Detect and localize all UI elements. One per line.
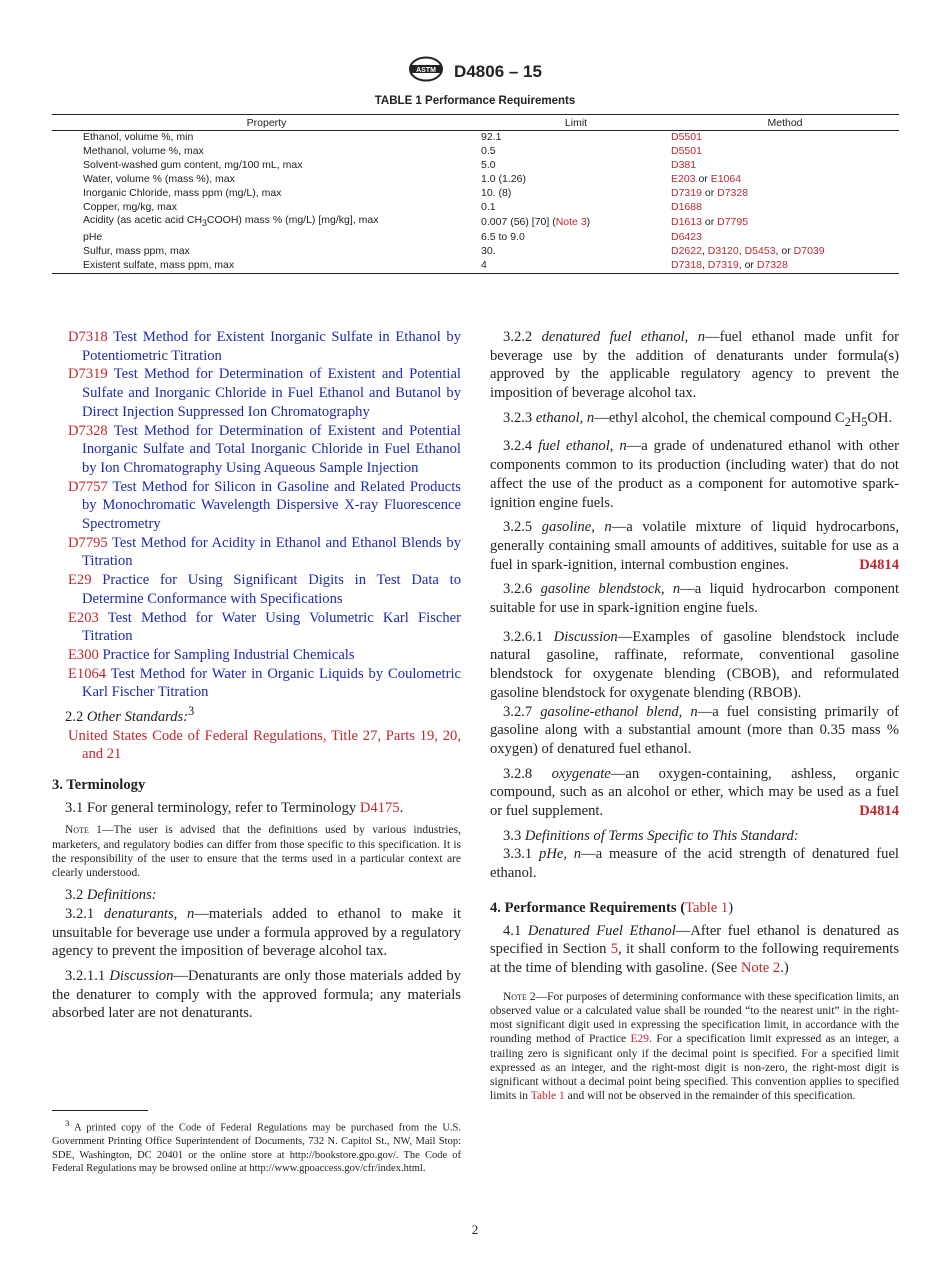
paragraph-text: 3.1 For general terminology, refer to Terminology: [65, 799, 360, 816]
term: gasoline, n: [541, 519, 612, 536]
method-link[interactable]: D7328: [717, 186, 749, 199]
table-row: [52, 145, 899, 159]
reference-title[interactable]: Test Method for Determination of Existent and Potential Inorganic Sulfate and Total Inorganic Chloride in Fuel Ethanol by Ion Chromatography Using Aqueous Sample Injection: [82, 422, 461, 476]
section-number: 3.2.6: [503, 581, 541, 598]
reference-title[interactable]: Practice for Using Significant Digits in Test Data to Determine Conformance with Specifications: [82, 572, 461, 607]
cell-limit: [481, 214, 671, 231]
footnote-divider: [52, 1110, 148, 1111]
paragraph-text: .): [780, 960, 789, 976]
term: ethanol, n: [535, 409, 595, 426]
section-title: Other Standards:: [86, 708, 189, 725]
reference-item[interactable]: [52, 646, 461, 665]
paragraph-3-2-3: [490, 409, 899, 432]
definition-text: —fuel ethanol made unfit for beverage use by the addition of denaturants under formula(s) approved by the applicable regulatory agency to prevent the imposition of beverage alcohol tax.: [490, 329, 900, 402]
term: Denatured Fuel Ethanol: [527, 922, 676, 939]
section-number: 3.2.6.1: [503, 628, 554, 645]
method-separator: ,: [701, 259, 708, 272]
page-number: 2: [471, 1222, 479, 1237]
cell-property: Copper, mg/kg, max: [83, 200, 177, 213]
cell-limit: 0.1: [481, 200, 496, 213]
note-text: and will not be observed in the remainder of this specification.: [564, 1090, 856, 1103]
method-separator: , or: [775, 245, 794, 258]
term: gasoline-ethanol blend, n: [540, 703, 698, 720]
heading-text: 4. Performance Requirements (: [490, 899, 686, 916]
other-standards-heading: [52, 702, 461, 727]
paragraph-4-1: [490, 922, 899, 978]
cell-method: [671, 245, 899, 259]
note-label: Note 2: [503, 990, 536, 1003]
section-number: 3.2.5: [503, 519, 542, 536]
method-link[interactable]: E1064: [710, 172, 742, 185]
note-2-link[interactable]: Note 2: [740, 960, 781, 976]
paragraph-3-2-1: [52, 905, 461, 961]
term: pHe, n: [539, 846, 582, 863]
method-link[interactable]: D7319: [671, 186, 702, 199]
terminology-heading: 3. Terminology: [52, 777, 146, 794]
method-link[interactable]: D6423: [671, 231, 702, 244]
cell-property: [52, 214, 481, 231]
cell-property: Ethanol, volume %, min: [83, 131, 194, 143]
paragraph-text: , it shall conform to the following requirements at the time of blending with gasoline. (See: [490, 941, 899, 976]
property-text: COOH) mass % (mg/L) [mg/kg], max: [206, 214, 379, 227]
reference-item[interactable]: [52, 478, 461, 534]
cell-property: Inorganic Chloride, mass ppm (mg/L), max: [83, 186, 282, 199]
paragraph-text: .: [399, 799, 404, 816]
table-row: [52, 173, 899, 187]
paragraph-text: —After fuel ethanol is denatured as specified in Section: [490, 922, 900, 958]
table-row: [52, 245, 899, 259]
reference-code[interactable]: D7795: [68, 534, 108, 551]
definition-text: —an oxygen-containing, ashless, organic compound, such as an alcohol or ether, which may be used as a fuel or fuel supplement.: [490, 765, 899, 820]
cell-method: [671, 201, 899, 215]
section-title: Definitions of Terms Specific to This Standard:: [524, 827, 799, 844]
d4814-link[interactable]: D4814: [859, 556, 899, 573]
term: fuel ethanol, n: [538, 438, 627, 455]
term: Discussion: [553, 628, 618, 645]
section-number: 4.1: [503, 922, 528, 939]
reference-title[interactable]: Test Method for Acidity in Ethanol and Ethanol Blends by Titration: [82, 534, 461, 570]
cell-method: [671, 231, 899, 245]
reference-item[interactable]: [52, 328, 461, 365]
term: denatured fuel ethanol, n: [541, 329, 706, 345]
cell-limit: 0.5: [481, 144, 496, 157]
page-header: [0, 56, 950, 87]
reference-item[interactable]: [52, 365, 461, 421]
reference-code[interactable]: D7318: [68, 329, 108, 345]
definition-text: —materials added to ethanol to make it unsuitable for beverage use under a formula approved by a regulatory agency to prevent the imposition of beverage alcohol tax.: [52, 905, 461, 960]
section-5-link[interactable]: 5: [610, 941, 619, 958]
cell-limit: 1.0 (1.26): [481, 172, 526, 185]
reference-code[interactable]: E29: [68, 572, 92, 589]
note-2: [490, 990, 899, 1104]
table-1-link[interactable]: Table 1: [685, 899, 729, 916]
definition-text: H: [850, 409, 862, 426]
footnote: [52, 1117, 461, 1176]
term: gasoline blendstock, n: [540, 581, 681, 598]
table-row: [52, 187, 899, 201]
section-number: 3.2.3: [503, 409, 536, 426]
cell-method: [671, 159, 899, 173]
limit-text: ): [586, 215, 591, 228]
section-number: 3.2.1: [65, 905, 104, 922]
method-link[interactable]: D2622: [671, 245, 702, 258]
definition-text: OH.: [867, 409, 893, 426]
method-link[interactable]: D5501: [671, 144, 702, 157]
reference-item[interactable]: [52, 534, 461, 571]
method-separator: ,: [738, 245, 745, 258]
reference-code[interactable]: E1064: [68, 665, 107, 682]
left-column: [52, 328, 461, 1023]
cell-limit: 5.0: [481, 158, 496, 171]
method-link[interactable]: D381: [671, 158, 697, 171]
paragraph-3-2-8: [490, 765, 899, 821]
cell-property: Existent sulfate, mass ppm, max: [52, 259, 481, 273]
table-1-link[interactable]: Table 1: [530, 1090, 565, 1103]
method-separator: , or: [738, 259, 757, 272]
method-link[interactable]: D7319: [707, 259, 739, 272]
cell-method: [671, 259, 899, 273]
table-row: [52, 159, 899, 173]
cell-property: Methanol, volume %, max: [83, 144, 204, 157]
paragraph-3-1: [52, 799, 461, 818]
limit-text: 0.007 (56) [70] (: [481, 215, 556, 228]
subscript: 3: [202, 218, 207, 229]
term: oxygenate: [551, 765, 611, 782]
d4814-link[interactable]: D4814: [859, 803, 899, 820]
reference-title[interactable]: Test Method for Water in Organic Liquids by Coulometric Karl Fischer Titration: [82, 665, 461, 701]
method-link[interactable]: D7318: [671, 259, 702, 272]
paragraph-3-2-6: [490, 580, 899, 617]
method-link[interactable]: D1613: [671, 215, 702, 228]
method-separator: or: [701, 215, 718, 228]
method-separator: ,: [701, 245, 708, 258]
note-text: —The user is advised that the definitions used by various industries, marketers, and regulatory bodies can differ from those specific to this specification. It is the responsibility of the user to ensure that the terms used in a particular context are clearly understood.: [52, 824, 461, 880]
paragraph-3-3: [490, 827, 899, 846]
section-number: 3.2.1.1: [65, 968, 110, 985]
paragraph-3-2-2: [490, 328, 899, 403]
cell-property: pHe: [83, 231, 103, 244]
note-text: —For purposes of determining conformance with these specification limits, an observed value or a calculated value shall be rounded “to the nearest unit” in the right-most significant digit used in expressing the specification limit, in accordance with the rounding method of Practice: [490, 990, 899, 1046]
method-link[interactable]: E203: [671, 172, 696, 185]
cell-limit: 4: [481, 259, 671, 273]
section-number: 3.2.4: [503, 438, 539, 455]
paragraph-3-3-1: [490, 845, 899, 882]
reference-code[interactable]: D7328: [68, 422, 108, 439]
table-row: [52, 131, 899, 145]
reference-item[interactable]: [52, 422, 461, 478]
astm-logo-icon: [408, 56, 444, 87]
cell-method: [671, 173, 899, 187]
method-link[interactable]: D1688: [671, 200, 702, 213]
definition-text: —a fuel consisting primarily of gasoline along with a substantial amount (more than 0.35 mass % oxygen) of denatured fuel ethanol.: [490, 703, 899, 757]
right-column: [490, 328, 899, 1109]
section-number: 3.2.7: [503, 703, 541, 720]
method-link[interactable]: D3120: [707, 245, 739, 258]
table-row: [52, 259, 899, 273]
note-label: Note 1: [65, 824, 102, 837]
reference-title[interactable]: Test Method for Silicon in Gasoline and Related Products by Monochromatic Wavelength Dispersive X-ray Fluorescence Spectrometry: [82, 478, 461, 533]
method-link[interactable]: D7328: [756, 259, 788, 272]
definition-text: —a grade of undenatured ethanol with other components common to its production (including water) that do not affect the use of the product as a component for automotive spark-ignition engine fuels.: [490, 438, 899, 511]
term: denaturants, n: [103, 905, 195, 922]
section-number: 3.3: [503, 827, 525, 844]
section-number: 3.2.2: [503, 329, 542, 345]
table-row: [52, 231, 899, 245]
reference-title[interactable]: Test Method for Determination of Existent and Potential Sulfate and Inorganic Chloride in Fuel Ethanol and Butanol by Direct Injection Suppressed Ion Chromatography: [82, 366, 461, 420]
definition-text: —a measure of the acid strength of denatured fuel ethanol.: [490, 846, 899, 882]
definition-text: —a volatile mixture of liquid hydrocarbons, generally containing small amounts of additives, suitable for use as a fuel in spark-ignition, internal combustion engines.: [490, 519, 899, 573]
method-separator: or: [701, 186, 718, 199]
note-1: [52, 823, 461, 880]
cell-property: Sulfur, mass ppm, max: [83, 245, 190, 258]
footnote-number: 3: [65, 1118, 70, 1128]
reference-title[interactable]: Test Method for Water Using Volumetric Karl Fischer Titration: [82, 609, 461, 645]
definition-text: —ethyl alcohol, the chemical compound C: [594, 409, 845, 426]
method-link[interactable]: D5453: [744, 245, 776, 258]
reference-title[interactable]: Test Method for Existent Inorganic Sulfate in Ethanol by Potentiometric Titration: [82, 329, 461, 364]
footnote-text: A printed copy of the Code of Federal Regulations may be purchased from the U.S. Government Printing Office Superintendent of Documents, 732 N. Capitol St., NW, Mail Stop: SDE, Washington, DC 20401 or the online store at http://bookstore.gpo.gov/. The Code of Federal Regulations may be browsed online at http://www.gpoaccess.gov/cfr/index.html.: [52, 1122, 461, 1175]
definition-text: —a liquid hydrocarbon component suitable for use in spark-ignition engine fuels.: [490, 581, 899, 617]
cell-limit: 30.: [481, 245, 496, 258]
performance-table: [52, 114, 899, 274]
table-row: [52, 214, 899, 231]
table-header-row: [52, 115, 899, 131]
note-text: . For a specification limit expressed as an integer, a trailing zero is significant only if the decimal point is specified. For a specified limit expressed as an integer, and the right-most digit is non-zero, the right-most digit is significant without a decimal point being specified. This convention applies to specified limits in: [490, 1033, 899, 1103]
cell-property: Water, volume % (mass %), max: [83, 172, 235, 185]
reference-code[interactable]: E300: [68, 646, 99, 663]
cell-method: [671, 214, 899, 231]
method-link[interactable]: D7795: [717, 215, 749, 228]
cell-method: [671, 187, 899, 201]
property-text: Acidity (as acetic acid CH: [83, 214, 203, 227]
d4175-link[interactable]: D4175: [359, 799, 400, 816]
note-link[interactable]: Note 3: [555, 215, 587, 228]
cell-limit: 92.1: [481, 131, 502, 143]
paragraph-3-2-7: [490, 703, 899, 759]
definition-text: —Denaturants are only those materials added by the denaturer to comply with the approved formula; any materials absorbed later are not denaturants.: [52, 968, 461, 1022]
reference-code[interactable]: D7757: [68, 478, 108, 495]
paragraph-3-2-5: [490, 518, 899, 574]
reference-title[interactable]: Practice for Sampling Industrial Chemicals: [98, 646, 355, 663]
cell-limit: 10. (8): [481, 186, 512, 199]
reference-code[interactable]: E203: [68, 609, 99, 626]
cell-method: [671, 131, 899, 145]
section-number: 3.3.1: [503, 846, 540, 863]
column-header-method: Method: [671, 115, 899, 131]
paragraph-3-2-6-1: [490, 628, 899, 703]
method-link[interactable]: D7039: [793, 245, 825, 258]
column-header-limit: Limit: [481, 115, 671, 131]
heading-text: ): [728, 899, 734, 916]
reference-code[interactable]: D7319: [68, 366, 108, 383]
e29-link[interactable]: E29: [630, 1033, 650, 1046]
reference-item[interactable]: [52, 665, 461, 702]
paragraph-3-2-1-1: [52, 967, 461, 1023]
reference-item[interactable]: [52, 571, 461, 608]
section-number: 3.2: [65, 887, 87, 904]
column-header-property: Property: [52, 115, 481, 131]
document-id: D4806 – 15: [454, 61, 542, 81]
section-number: 3.2.8: [503, 765, 552, 782]
section-number: 2.2: [65, 708, 87, 725]
cell-property: Solvent-washed gum content, mg/100 mL, max: [83, 158, 303, 171]
footnote-marker: 3: [188, 704, 195, 719]
cell-method: [671, 145, 899, 159]
table-title: TABLE 1 Performance Requirements: [374, 95, 576, 107]
term: Discussion: [109, 968, 174, 985]
astm-logo-text: ASTM: [416, 67, 436, 74]
method-link[interactable]: D5501: [671, 131, 702, 143]
cfr-reference[interactable]: United States Code of Federal Regulations, Title 27, Parts 19, 20, and 21: [68, 727, 461, 763]
reference-item[interactable]: [52, 609, 461, 646]
performance-requirements-heading: [490, 899, 899, 918]
method-separator: or: [695, 172, 711, 185]
subscript: 5: [861, 414, 868, 429]
paragraph-3-2: [52, 886, 461, 905]
table-row: [52, 201, 899, 215]
subscript: 2: [844, 414, 851, 429]
cell-limit: 6.5 to 9.0: [481, 231, 525, 244]
paragraph-3-2-4: [490, 437, 899, 512]
definition-text: —Examples of gasoline blendstock include natural gasoline, raffinate, reformate, conventional gasoline blendstock for oxygenate blending (CBOB), and reformulated gasoline blendstock for oxygenate blending (RBOB).: [490, 628, 899, 701]
section-title: Definitions:: [86, 887, 157, 904]
